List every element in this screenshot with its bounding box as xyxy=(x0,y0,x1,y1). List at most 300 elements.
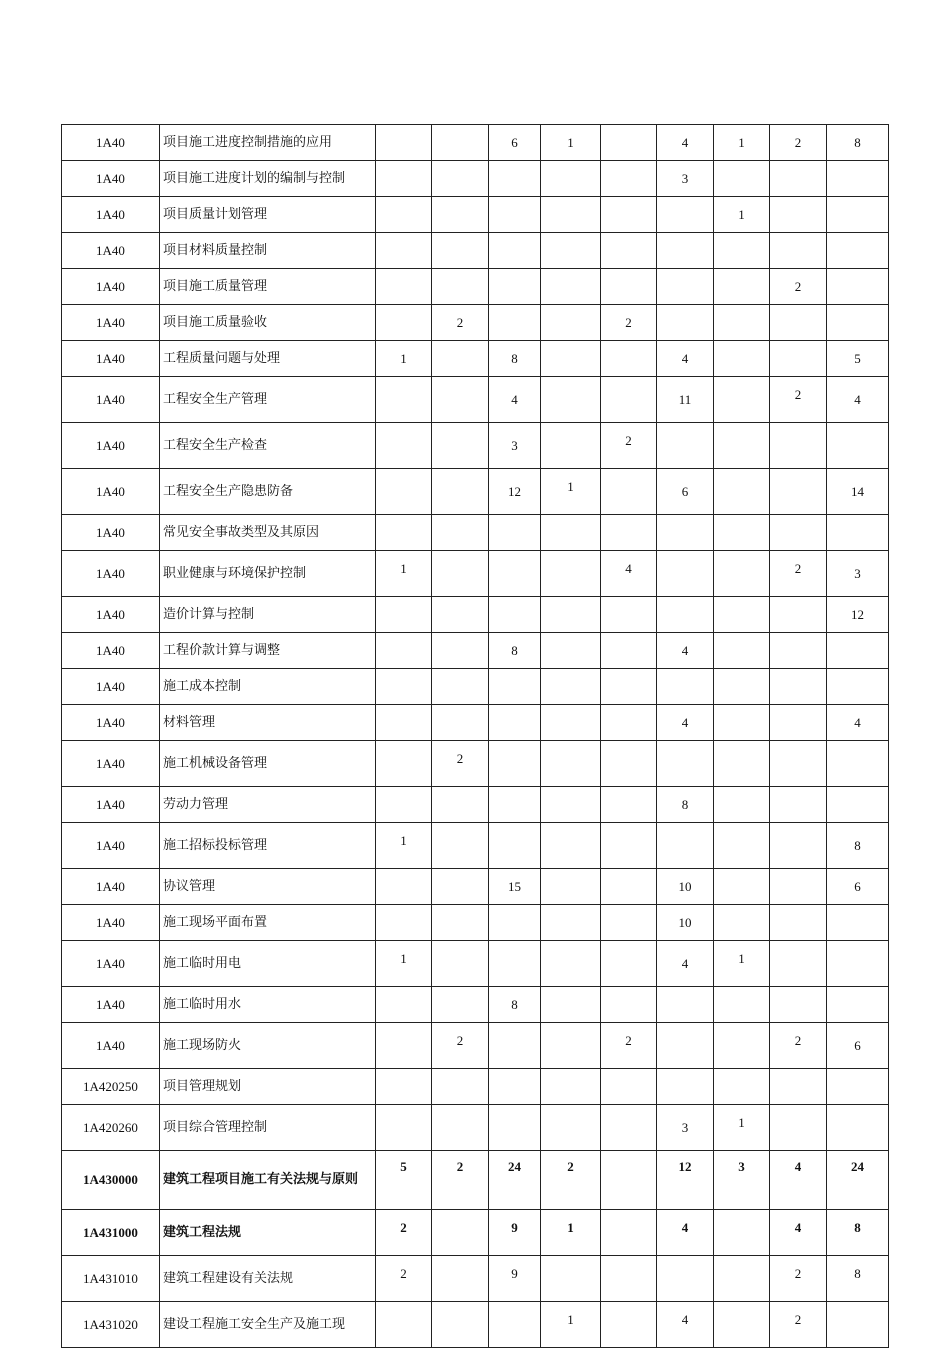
row-value-col-8: 2 xyxy=(770,1023,827,1069)
table-row xyxy=(62,823,889,869)
row-value-col-7 xyxy=(714,341,770,377)
row-value-col-2 xyxy=(432,233,489,269)
row-value-col-1: 1 xyxy=(376,341,432,377)
row-name: 材料管理 xyxy=(160,705,376,741)
row-value-col-7 xyxy=(714,1023,770,1069)
row-value-col-9 xyxy=(827,987,889,1023)
row-value-col-9 xyxy=(827,233,889,269)
row-value-col-1 xyxy=(376,197,432,233)
row-value-col-5 xyxy=(601,197,657,233)
row-value-col-5 xyxy=(601,515,657,551)
row-value-col-1 xyxy=(376,125,432,161)
row-value-col-6 xyxy=(657,987,714,1023)
row-value-col-5 xyxy=(601,1210,657,1256)
row-value-col-1 xyxy=(376,1302,432,1348)
row-name: 建设工程施工安全生产及施工现 xyxy=(160,1302,376,1348)
row-value-col-5 xyxy=(601,987,657,1023)
row-value-col-8 xyxy=(770,305,827,341)
row-value-col-6: 4 xyxy=(657,705,714,741)
row-code: 1A431010 xyxy=(62,1256,160,1302)
row-value-col-9 xyxy=(827,1302,889,1348)
table-row xyxy=(62,905,889,941)
row-value-col-4 xyxy=(541,741,601,787)
row-value-col-1: 2 xyxy=(376,1256,432,1302)
row-value-col-1 xyxy=(376,597,432,633)
row-code: 1A40 xyxy=(62,669,160,705)
row-value-col-7 xyxy=(714,161,770,197)
row-value-col-8: 2 xyxy=(770,125,827,161)
row-value-col-6 xyxy=(657,423,714,469)
row-value-col-4: 2 xyxy=(541,1151,601,1210)
row-value-col-3 xyxy=(489,233,541,269)
row-value-col-2 xyxy=(432,669,489,705)
table-row xyxy=(62,1210,889,1256)
row-value-col-5 xyxy=(601,469,657,515)
row-code: 1A40 xyxy=(62,741,160,787)
row-value-col-5 xyxy=(601,269,657,305)
row-value-col-3 xyxy=(489,741,541,787)
row-value-col-5 xyxy=(601,669,657,705)
row-value-col-1 xyxy=(376,233,432,269)
row-value-col-4 xyxy=(541,161,601,197)
row-value-col-9 xyxy=(827,905,889,941)
row-value-col-8 xyxy=(770,869,827,905)
row-name: 施工临时用水 xyxy=(160,987,376,1023)
row-code: 1A40 xyxy=(62,705,160,741)
row-name: 建筑工程项目施工有关法规与原则 xyxy=(160,1151,376,1210)
row-value-col-6: 8 xyxy=(657,787,714,823)
row-value-col-9 xyxy=(827,1069,889,1105)
row-code: 1A40 xyxy=(62,341,160,377)
row-name: 工程安全生产隐患防备 xyxy=(160,469,376,515)
row-value-col-2 xyxy=(432,941,489,987)
row-value-col-8 xyxy=(770,423,827,469)
row-value-col-8 xyxy=(770,987,827,1023)
row-code: 1A420260 xyxy=(62,1105,160,1151)
row-value-col-8: 2 xyxy=(770,269,827,305)
row-value-col-9: 8 xyxy=(827,1210,889,1256)
row-value-col-9: 6 xyxy=(827,1023,889,1069)
row-value-col-8 xyxy=(770,823,827,869)
table-row xyxy=(62,125,889,161)
row-value-col-3: 9 xyxy=(489,1210,541,1256)
row-value-col-2 xyxy=(432,597,489,633)
table-row xyxy=(62,869,889,905)
row-value-col-1: 1 xyxy=(376,551,432,597)
row-value-col-7 xyxy=(714,1210,770,1256)
row-value-col-3: 4 xyxy=(489,377,541,423)
row-value-col-6 xyxy=(657,823,714,869)
row-value-col-1 xyxy=(376,669,432,705)
row-value-col-3 xyxy=(489,1302,541,1348)
row-value-col-6: 4 xyxy=(657,1302,714,1348)
row-code: 1A40 xyxy=(62,551,160,597)
row-value-col-4 xyxy=(541,633,601,669)
row-value-col-2: 2 xyxy=(432,1023,489,1069)
row-name: 常见安全事故类型及其原因 xyxy=(160,515,376,551)
row-value-col-5 xyxy=(601,1105,657,1151)
row-value-col-5: 2 xyxy=(601,305,657,341)
row-value-col-3: 24 xyxy=(489,1151,541,1210)
row-value-col-3 xyxy=(489,269,541,305)
table-row xyxy=(62,787,889,823)
row-value-col-2 xyxy=(432,1256,489,1302)
row-code: 1A40 xyxy=(62,515,160,551)
row-value-col-2: 2 xyxy=(432,741,489,787)
row-value-col-3: 9 xyxy=(489,1256,541,1302)
table-row xyxy=(62,1023,889,1069)
row-value-col-7 xyxy=(714,597,770,633)
row-name: 施工现场平面布置 xyxy=(160,905,376,941)
row-code: 1A40 xyxy=(62,305,160,341)
row-name: 工程安全生产管理 xyxy=(160,377,376,423)
row-value-col-4 xyxy=(541,823,601,869)
row-code: 1A40 xyxy=(62,597,160,633)
row-value-col-1 xyxy=(376,377,432,423)
row-value-col-3 xyxy=(489,305,541,341)
row-value-col-9: 6 xyxy=(827,869,889,905)
row-value-col-6: 3 xyxy=(657,1105,714,1151)
row-code: 1A40 xyxy=(62,1023,160,1069)
row-value-col-5: 2 xyxy=(601,423,657,469)
row-name: 职业健康与环境保护控制 xyxy=(160,551,376,597)
row-value-col-2: 2 xyxy=(432,1151,489,1210)
row-name: 项目施工进度控制措施的应用 xyxy=(160,125,376,161)
row-value-col-6: 4 xyxy=(657,633,714,669)
row-code: 1A40 xyxy=(62,269,160,305)
row-value-col-3 xyxy=(489,161,541,197)
row-value-col-2 xyxy=(432,1069,489,1105)
row-value-col-5: 4 xyxy=(601,551,657,597)
row-value-col-2 xyxy=(432,125,489,161)
row-value-col-6: 3 xyxy=(657,161,714,197)
row-value-col-9 xyxy=(827,633,889,669)
row-value-col-1 xyxy=(376,705,432,741)
row-code: 1A40 xyxy=(62,905,160,941)
row-value-col-1 xyxy=(376,987,432,1023)
row-name: 项目管理规划 xyxy=(160,1069,376,1105)
row-value-col-9: 8 xyxy=(827,125,889,161)
row-value-col-6 xyxy=(657,741,714,787)
row-value-col-3 xyxy=(489,1023,541,1069)
row-value-col-9 xyxy=(827,941,889,987)
table-row xyxy=(62,1302,889,1348)
row-value-col-3 xyxy=(489,823,541,869)
row-value-col-1 xyxy=(376,1023,432,1069)
row-value-col-9: 12 xyxy=(827,597,889,633)
row-name: 施工现场防火 xyxy=(160,1023,376,1069)
row-value-col-4 xyxy=(541,669,601,705)
row-value-col-7 xyxy=(714,741,770,787)
row-value-col-8: 2 xyxy=(770,1256,827,1302)
row-value-col-6: 4 xyxy=(657,125,714,161)
table-row xyxy=(62,941,889,987)
row-value-col-6 xyxy=(657,551,714,597)
row-value-col-5 xyxy=(601,869,657,905)
row-value-col-4 xyxy=(541,1105,601,1151)
row-value-col-2 xyxy=(432,423,489,469)
row-value-col-1: 1 xyxy=(376,941,432,987)
row-code: 1A40 xyxy=(62,987,160,1023)
row-value-col-4 xyxy=(541,341,601,377)
row-name: 建筑工程法规 xyxy=(160,1210,376,1256)
table-row xyxy=(62,633,889,669)
row-value-col-8 xyxy=(770,633,827,669)
row-code: 1A431000 xyxy=(62,1210,160,1256)
row-value-col-3: 8 xyxy=(489,341,541,377)
row-code: 1A40 xyxy=(62,633,160,669)
row-value-col-1 xyxy=(376,423,432,469)
row-code: 1A420250 xyxy=(62,1069,160,1105)
row-value-col-4 xyxy=(541,551,601,597)
table-row xyxy=(62,1105,889,1151)
row-value-col-7 xyxy=(714,905,770,941)
row-value-col-4 xyxy=(541,269,601,305)
row-value-col-7 xyxy=(714,377,770,423)
row-value-col-4 xyxy=(541,233,601,269)
row-name: 工程质量问题与处理 xyxy=(160,341,376,377)
row-value-col-3 xyxy=(489,941,541,987)
table-row xyxy=(62,469,889,515)
row-value-col-3 xyxy=(489,197,541,233)
row-value-col-4 xyxy=(541,987,601,1023)
row-value-col-5 xyxy=(601,233,657,269)
row-value-col-2 xyxy=(432,377,489,423)
row-value-col-4 xyxy=(541,597,601,633)
row-value-col-6 xyxy=(657,669,714,705)
row-value-col-4 xyxy=(541,197,601,233)
table-row xyxy=(62,515,889,551)
row-value-col-3 xyxy=(489,1105,541,1151)
row-value-col-3: 15 xyxy=(489,869,541,905)
row-value-col-3 xyxy=(489,1069,541,1105)
row-value-col-6 xyxy=(657,597,714,633)
row-value-col-5 xyxy=(601,633,657,669)
table-row xyxy=(62,269,889,305)
row-code: 1A40 xyxy=(62,125,160,161)
row-value-col-6 xyxy=(657,305,714,341)
row-value-col-5 xyxy=(601,377,657,423)
row-value-col-5 xyxy=(601,125,657,161)
row-value-col-2 xyxy=(432,341,489,377)
row-value-col-7 xyxy=(714,669,770,705)
row-value-col-5 xyxy=(601,161,657,197)
row-value-col-6: 10 xyxy=(657,905,714,941)
row-name: 项目施工进度计划的编制与控制 xyxy=(160,161,376,197)
row-value-col-9 xyxy=(827,669,889,705)
row-value-col-1 xyxy=(376,1069,432,1105)
row-code: 1A431020 xyxy=(62,1302,160,1348)
row-value-col-7 xyxy=(714,1302,770,1348)
row-value-col-7 xyxy=(714,1069,770,1105)
row-value-col-4 xyxy=(541,1256,601,1302)
row-name: 施工成本控制 xyxy=(160,669,376,705)
row-value-col-5 xyxy=(601,341,657,377)
row-value-col-5 xyxy=(601,1256,657,1302)
row-value-col-7 xyxy=(714,987,770,1023)
table-row xyxy=(62,1069,889,1105)
row-value-col-8: 4 xyxy=(770,1151,827,1210)
row-value-col-2 xyxy=(432,787,489,823)
row-value-col-6: 4 xyxy=(657,341,714,377)
row-value-col-8 xyxy=(770,669,827,705)
row-code: 1A40 xyxy=(62,423,160,469)
row-value-col-2 xyxy=(432,1210,489,1256)
table-row xyxy=(62,987,889,1023)
table-row xyxy=(62,597,889,633)
row-value-col-6 xyxy=(657,269,714,305)
row-value-col-8: 2 xyxy=(770,1302,827,1348)
row-value-col-8 xyxy=(770,705,827,741)
row-value-col-7 xyxy=(714,823,770,869)
row-value-col-4 xyxy=(541,423,601,469)
row-value-col-6 xyxy=(657,197,714,233)
row-value-col-2: 2 xyxy=(432,305,489,341)
row-value-col-5: 2 xyxy=(601,1023,657,1069)
row-code: 1A40 xyxy=(62,161,160,197)
row-value-col-7 xyxy=(714,269,770,305)
row-value-col-6 xyxy=(657,1069,714,1105)
row-name: 项目综合管理控制 xyxy=(160,1105,376,1151)
row-value-col-7 xyxy=(714,1256,770,1302)
row-value-col-9: 8 xyxy=(827,1256,889,1302)
row-name: 施工机械设备管理 xyxy=(160,741,376,787)
row-value-col-6: 4 xyxy=(657,1210,714,1256)
table-row xyxy=(62,551,889,597)
row-value-col-2 xyxy=(432,705,489,741)
row-value-col-2 xyxy=(432,905,489,941)
row-value-col-1 xyxy=(376,269,432,305)
row-name: 项目材料质量控制 xyxy=(160,233,376,269)
row-value-col-4 xyxy=(541,905,601,941)
row-code: 1A430000 xyxy=(62,1151,160,1210)
row-value-col-6: 11 xyxy=(657,377,714,423)
row-value-col-5 xyxy=(601,597,657,633)
row-value-col-2 xyxy=(432,197,489,233)
row-value-col-1 xyxy=(376,869,432,905)
row-name: 项目质量计划管理 xyxy=(160,197,376,233)
row-code: 1A40 xyxy=(62,377,160,423)
statistics-table xyxy=(61,124,889,1348)
row-value-col-3 xyxy=(489,597,541,633)
row-value-col-6: 12 xyxy=(657,1151,714,1210)
table-row xyxy=(62,233,889,269)
row-name: 工程价款计算与调整 xyxy=(160,633,376,669)
row-value-col-4: 1 xyxy=(541,1302,601,1348)
row-name: 协议管理 xyxy=(160,869,376,905)
row-value-col-8 xyxy=(770,1069,827,1105)
row-value-col-9 xyxy=(827,197,889,233)
row-value-col-2 xyxy=(432,869,489,905)
row-value-col-7 xyxy=(714,233,770,269)
table-row xyxy=(62,669,889,705)
row-value-col-9 xyxy=(827,515,889,551)
row-value-col-7 xyxy=(714,469,770,515)
row-value-col-3 xyxy=(489,905,541,941)
row-value-col-2 xyxy=(432,269,489,305)
row-value-col-1 xyxy=(376,633,432,669)
row-value-col-5 xyxy=(601,905,657,941)
row-value-col-8 xyxy=(770,905,827,941)
row-code: 1A40 xyxy=(62,197,160,233)
row-value-col-4 xyxy=(541,1069,601,1105)
row-value-col-8: 2 xyxy=(770,377,827,423)
row-value-col-8 xyxy=(770,741,827,787)
row-value-col-4: 1 xyxy=(541,125,601,161)
row-value-col-6 xyxy=(657,233,714,269)
row-value-col-2 xyxy=(432,551,489,597)
row-value-col-2 xyxy=(432,161,489,197)
row-value-col-7 xyxy=(714,551,770,597)
row-code: 1A40 xyxy=(62,823,160,869)
row-code: 1A40 xyxy=(62,469,160,515)
row-name: 建筑工程建设有关法规 xyxy=(160,1256,376,1302)
row-name: 施工临时用电 xyxy=(160,941,376,987)
row-value-col-1 xyxy=(376,741,432,787)
row-value-col-4 xyxy=(541,941,601,987)
row-value-col-8 xyxy=(770,341,827,377)
row-value-col-7: 1 xyxy=(714,125,770,161)
row-value-col-8 xyxy=(770,469,827,515)
row-name: 项目施工质量验收 xyxy=(160,305,376,341)
row-value-col-8 xyxy=(770,515,827,551)
row-value-col-6 xyxy=(657,515,714,551)
row-value-col-3 xyxy=(489,669,541,705)
row-value-col-1 xyxy=(376,161,432,197)
row-value-col-6: 10 xyxy=(657,869,714,905)
row-value-col-3 xyxy=(489,705,541,741)
table-row xyxy=(62,705,889,741)
table-row xyxy=(62,161,889,197)
row-value-col-9 xyxy=(827,423,889,469)
row-value-col-1 xyxy=(376,305,432,341)
row-value-col-2 xyxy=(432,469,489,515)
row-value-col-6 xyxy=(657,1023,714,1069)
row-name: 项目施工质量管理 xyxy=(160,269,376,305)
row-value-col-8 xyxy=(770,233,827,269)
row-value-col-1 xyxy=(376,515,432,551)
row-value-col-6 xyxy=(657,1256,714,1302)
row-value-col-7 xyxy=(714,515,770,551)
row-value-col-7 xyxy=(714,305,770,341)
row-value-col-9: 4 xyxy=(827,377,889,423)
row-value-col-4: 1 xyxy=(541,469,601,515)
row-value-col-1 xyxy=(376,787,432,823)
table-row xyxy=(62,341,889,377)
row-value-col-3: 8 xyxy=(489,987,541,1023)
table-row xyxy=(62,423,889,469)
row-value-col-1: 2 xyxy=(376,1210,432,1256)
row-value-col-3 xyxy=(489,787,541,823)
row-value-col-8 xyxy=(770,941,827,987)
row-name: 工程安全生产检查 xyxy=(160,423,376,469)
table-row xyxy=(62,377,889,423)
row-value-col-4 xyxy=(541,787,601,823)
row-value-col-3: 12 xyxy=(489,469,541,515)
row-value-col-9: 14 xyxy=(827,469,889,515)
row-code: 1A40 xyxy=(62,941,160,987)
row-value-col-7: 1 xyxy=(714,941,770,987)
row-value-col-7 xyxy=(714,869,770,905)
row-code: 1A40 xyxy=(62,233,160,269)
row-value-col-7 xyxy=(714,705,770,741)
row-value-col-4 xyxy=(541,515,601,551)
row-value-col-9: 5 xyxy=(827,341,889,377)
row-value-col-8 xyxy=(770,161,827,197)
row-value-col-4 xyxy=(541,705,601,741)
row-value-col-3 xyxy=(489,551,541,597)
row-value-col-3: 3 xyxy=(489,423,541,469)
